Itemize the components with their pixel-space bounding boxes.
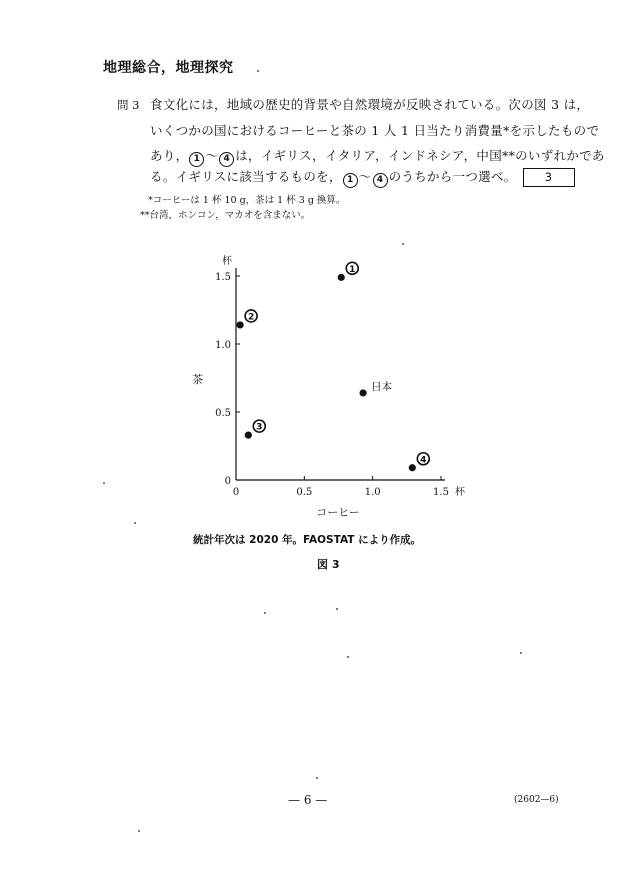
scan-speck (264, 612, 266, 614)
point-label: 1 (349, 264, 356, 275)
x-tick-label: 1.0 (364, 487, 381, 498)
figure-label: 図 3 (317, 558, 340, 571)
choice-marker-1: 1 (189, 152, 204, 167)
chart-ticks (215, 272, 449, 498)
point-label: 2 (247, 312, 255, 323)
x-tick-label: 1.5 (433, 487, 449, 498)
y-tick-label: 1.0 (215, 340, 231, 351)
scan-speck (336, 608, 338, 610)
x-tick-label: 0.5 (296, 487, 313, 498)
point-label: 3 (256, 422, 263, 433)
tilde: ～ (205, 148, 219, 163)
question-line-3-rest: は，イギリス，イタリア，インドネシア，中国**のいずれかであ (235, 148, 605, 163)
tilde-2: ～ (358, 169, 372, 184)
question-line-4-start: る。イギリスに該当するものを， (150, 169, 342, 184)
document-code: (2602—6) (514, 795, 559, 805)
scan-speck (134, 522, 136, 524)
section-title: 地理総合，地理探究 (103, 60, 234, 76)
chart-points (237, 262, 430, 471)
scan-speck (103, 482, 105, 484)
data-point (360, 389, 367, 396)
y-tick-label: 0 (224, 476, 231, 487)
scan-speck (347, 656, 349, 658)
chart-axes (236, 268, 445, 480)
answer-box[interactable]: 3 (523, 168, 575, 187)
scan-speck (520, 652, 522, 654)
y-axis-unit: 杯 (222, 256, 232, 267)
question-line-2: いくつかの国におけるコーヒーと茶の 1 人 1 日当たり消費量*を示したもので (150, 123, 600, 138)
choice-marker-4b: 4 (373, 173, 388, 188)
x-tick-label: 0 (232, 487, 240, 498)
data-point (245, 432, 252, 439)
question-line-1: 食文化には，地域の歴史的背景や自然環境が反映されている。次の図 3 は， (150, 97, 590, 112)
page-number: — 6 — (288, 793, 328, 807)
choice-marker-4: 4 (219, 152, 234, 167)
question-number: 問 3 (117, 98, 140, 112)
point-label: 4 (420, 455, 427, 466)
data-point (338, 274, 345, 281)
footnote-china: **台湾，ホンコン，マカオを含まない。 (140, 210, 311, 221)
scan-speck (316, 777, 318, 779)
y-tick-label: 1.5 (215, 272, 231, 283)
footnote-coffee: *コーヒーは 1 杯 10 g，茶は 1 杯 3 g 換算。 (148, 195, 346, 206)
data-point (409, 464, 416, 471)
point-label: 日本 (371, 380, 393, 393)
x-axis-label: コーヒー (316, 506, 360, 519)
x-axis-unit: 杯 (455, 487, 465, 498)
data-point (237, 321, 244, 328)
figure-caption: 統計年次は 2020 年。FAOSTAT により作成。 (193, 534, 422, 546)
scan-speck (402, 243, 404, 245)
question-line-3-start: あり， (150, 148, 189, 163)
scan-speck (138, 830, 140, 832)
question-line-4-rest: のうちから一つ選べ。 (388, 169, 517, 184)
y-tick-label: 0.5 (215, 408, 231, 419)
y-axis-label: 茶 (192, 373, 203, 386)
choice-marker-1b: 1 (343, 173, 358, 188)
scan-speck (257, 70, 259, 72)
